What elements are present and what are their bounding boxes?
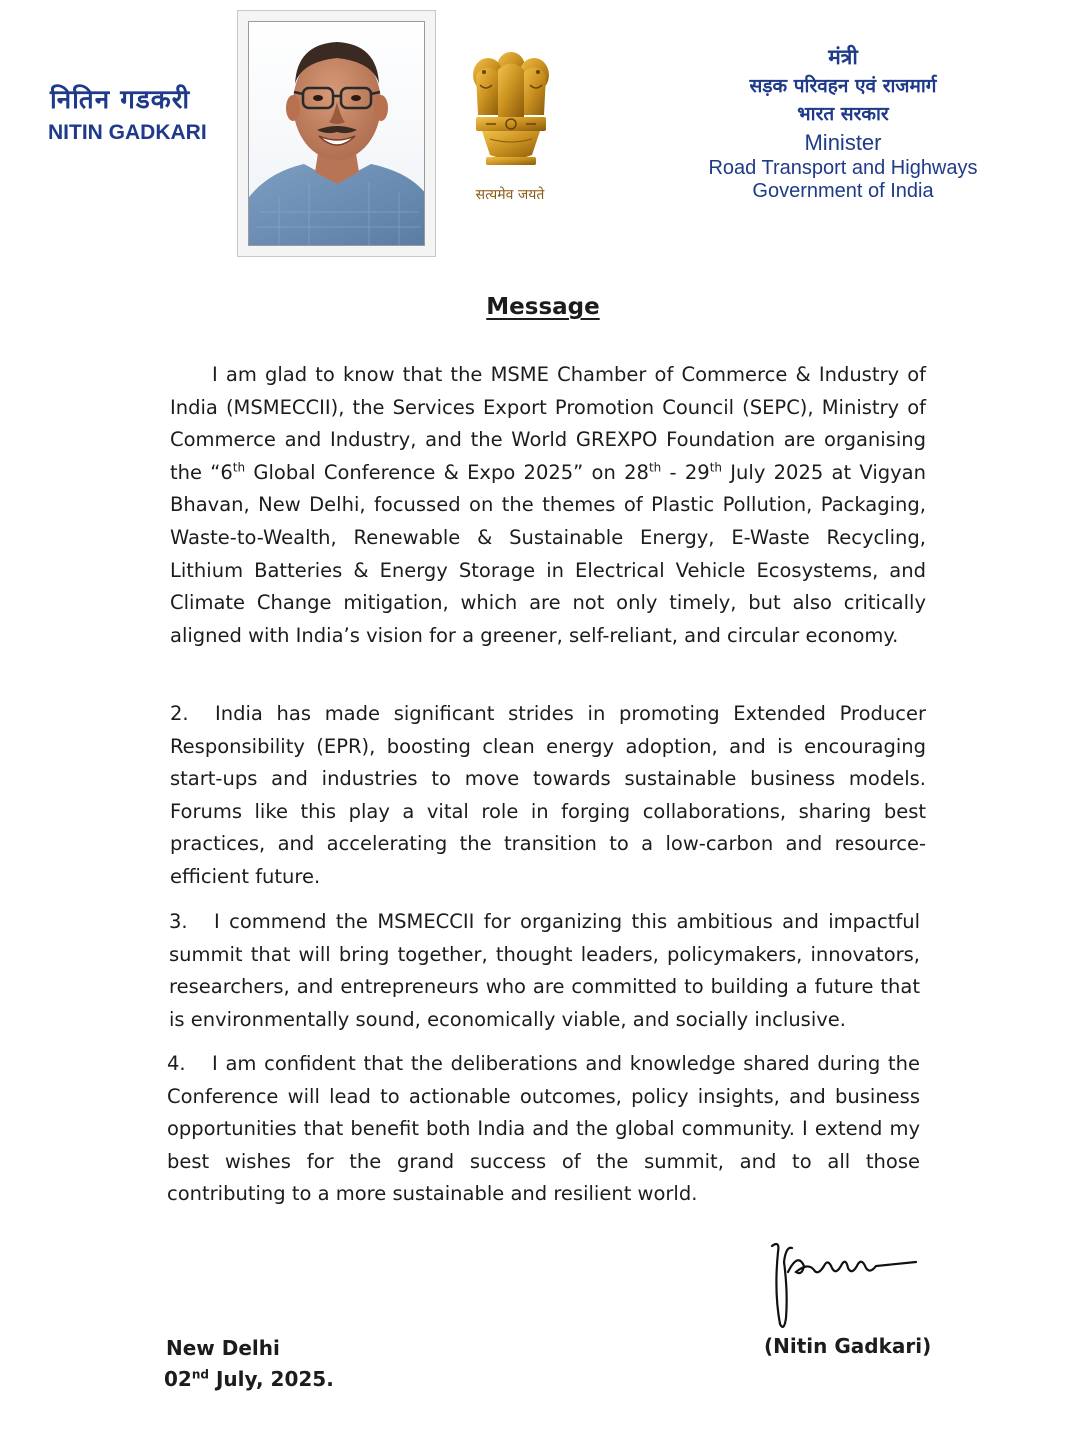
paragraph-text: India has made significant strides in promoting Extended Producer Responsibility (EPR), boosting clean energy adoption, and is encouraging start-ups and industries to move towards sustainable business models. Forums like this play a vital role in forging collaborations, sharing best practices, and accelerating the transition to a low-carbon and resource-efficient future. (170, 702, 926, 888)
name-hindi: नितिन गडकरी (50, 85, 191, 115)
ministry-hindi: सड़क परिवहन एवं राजमार्ग (749, 75, 937, 97)
paragraph-number: 4. (167, 1052, 186, 1075)
name-english: NITIN GADKARI (48, 121, 207, 144)
emblem-motto: सत्यमेव जयते (475, 187, 545, 203)
paragraph-3 (169, 906, 920, 1036)
message-heading: Message (486, 294, 600, 320)
paragraph-number: 2. (170, 702, 189, 725)
paragraph-text: I am confident that the deliberations and knowledge shared during the Conference will lead to actionable outcomes, policy insights, and business opportunities that benefit both India and the global community. I extend my best wishes for the grand success of the summit, and to all those contributing to a more sustainable and resilient world. (167, 1052, 920, 1206)
government-hindi: भारत सरकार (797, 103, 889, 125)
state-emblem-icon (466, 45, 556, 185)
designation-english: Minister (804, 130, 882, 155)
paragraph-1: I am glad to know that the MSME Chamber of Commerce & Industry of India (MSMECCII), the Services Export Promotion Council (SEPC), Ministry of Commerce and Industry, and the World GREXPO Foundation are organising the “6th Global Conference & Expo 2025” on 28th - 29th July 2025 at Vigyan Bhavan, New Delhi, focussed on the themes of Plastic Pollution, Packaging, Waste-to-Wealth, Renewable & Sustainable Energy, E-Waste Recycling, Lithium Batteries & Energy Storage in Electrical Vehicle Ecosystems, and Climate Change mitigation, which are not only timely, but also critically aligned with India’s vision for a greener, self-reliant, and circular economy. (170, 363, 926, 647)
paragraph-2 (170, 698, 926, 894)
paragraph-text: I commend the MSMECCII for organizing this ambitious and impactful summit that will bring together, thought leaders, policymakers, innovators, researchers, and entrepreneurs who are committed to building a future that is environmentally sound, economically viable, and socially inclusive. (169, 910, 920, 1031)
designation-hindi: मंत्री (828, 45, 858, 69)
signature-image (758, 1232, 928, 1332)
portrait-image (249, 22, 425, 246)
signatory-name: (Nitin Gadkari) (764, 1334, 932, 1358)
paragraph-4 (167, 1048, 920, 1211)
designation-block (690, 42, 996, 203)
date: 02nd July, 2025. (164, 1367, 334, 1391)
place: New Delhi (166, 1336, 280, 1360)
paragraph-number: 3. (169, 910, 188, 933)
portrait-photo (237, 10, 436, 257)
ministry-english: Road Transport and Highways (708, 157, 978, 179)
government-english: Government of India (752, 180, 934, 202)
